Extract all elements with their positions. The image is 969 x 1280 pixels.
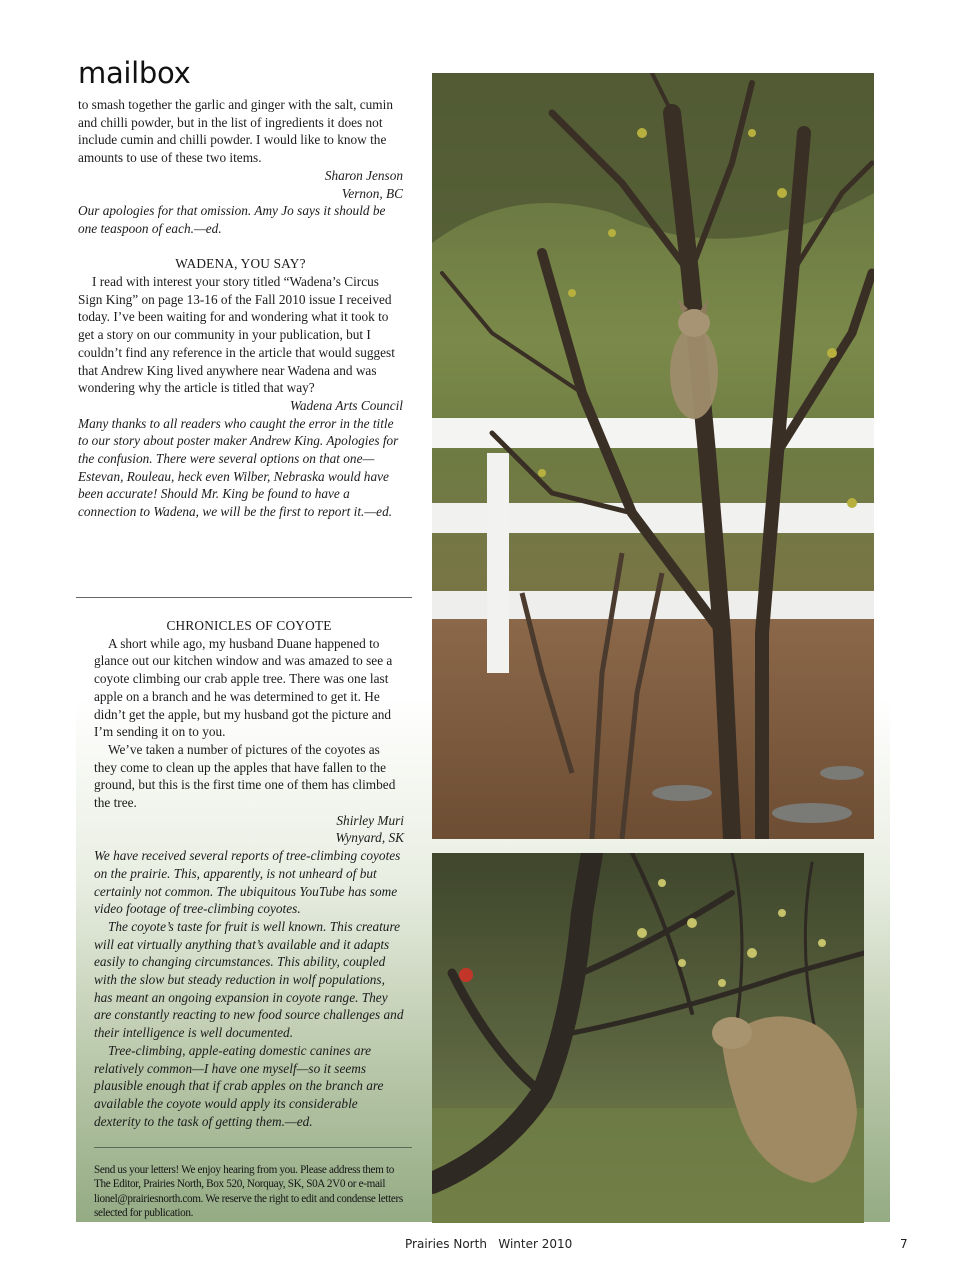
letter2-body: I read with interest your story titled “Wadena’s Circus Sign King” on page 13-16 of the Fall 2010 issue I received today. I’ve been waiting for and wondering what it took to get a story on our community in your publication, but I couldn’t find any reference in the article that would suggest that Andrew King lived anywhere near Wadena and was wondering why the article is titled that way?	[78, 274, 395, 396]
section-divider	[76, 597, 412, 598]
coyote-reaching-photo	[432, 853, 864, 1223]
coyote-reaching-illustration	[432, 853, 864, 1223]
submission-note: Send us your letters! We enjoy hearing from you. Please address them to The Editor, Prairies North, Box 520, Norquay, SK, S0A 2V0 or e-mail lionel@prairiesnorth.com. We reserve the right to edit and condense letters selected for publication.	[94, 1164, 403, 1219]
letter3-paragraph-1: A short while ago, my husband Duane happened to glance out our kitchen window and was amazed to see a coyote climbing our crab apple tree. There was one last apple on a branch and he was determined to get it. He didn’t get the apple, but my husband got the picture and I’m sending it on to you.	[94, 635, 393, 740]
letter1-editor-reply: Our apologies for that omission. Amy Jo says it should be one teaspoon of each.—ed.	[78, 203, 386, 236]
letter1-body: to smash together the garlic and ginger with the salt, cumin and chilli powder, but in the list of ingredients it does not include cumin and chilli powder. I would like to know the amounts to use of these two items.	[78, 97, 393, 166]
letter3-editor-reply-2: The coyote’s taste for fruit is well known. This creature will eat virtually anything that’s available and it adapts easily to changing circumstances. This ability, coupled with the slow but steady reduction in wolf populations, has meant an ongoing expansion in coyote range. They are constantly reacting to new food source challenges and their intelligence is well documented.	[94, 918, 404, 1041]
letter3-editor-reply-1: We have received several reports of tree-climbing coyotes on the prairie. This, apparently, is not unheard of but certainly not common. The ubiquitous YouTube has some video footage of tree-climbing coyotes.	[94, 848, 401, 917]
letter2-editor-reply: Many thanks to all readers who caught the error in the title to our story about poster maker Andrew King. Apologies for the confusion. There were several options on that one—Estevan, Rouleau, heck even Wilber, Nebraska would have been accurate! Should Mr. King be found to have a connection to Wadena, we will be the first to report it.—ed.	[78, 415, 399, 520]
note-divider	[94, 1147, 412, 1148]
letter2-signer: Wadena Arts Council	[289, 397, 403, 413]
letter1-signer-place: Vernon, BC	[341, 185, 403, 201]
letters-column-bottom	[94, 617, 404, 1130]
section-title: mailbox	[78, 56, 191, 90]
letters-column-top	[78, 96, 403, 521]
letter3-paragraph-2: We’ve taken a number of pictures of the coyotes as they come to clean up the apples that have fallen to the ground, but this is the first time one of them has climbed the tree.	[94, 741, 396, 811]
letter3-signer-name: Shirley Muri	[336, 812, 404, 828]
coyote-in-tree-illustration	[432, 73, 874, 839]
letter1-signer-name: Sharon Jenson	[324, 167, 403, 183]
footer-page-number: 7	[900, 1237, 908, 1251]
footer-publication: Prairies North Winter 2010	[405, 1237, 573, 1251]
letter3-signer-place: Wynyard, SK	[335, 830, 404, 846]
coyote-in-tree-photo	[432, 73, 874, 839]
letter3-editor-reply-3: Tree-climbing, apple-eating domestic canines are relatively common—I have one myself—so it seems plausible enough that if crab apples on the branch are available the coyote would apply its considerable dexterity to the task of getting them.—ed.	[94, 1042, 384, 1129]
letter2-heading: WADENA, YOU SAY?	[175, 256, 306, 272]
letter3-heading: CHRONICLES OF COYOTE	[166, 618, 332, 633]
